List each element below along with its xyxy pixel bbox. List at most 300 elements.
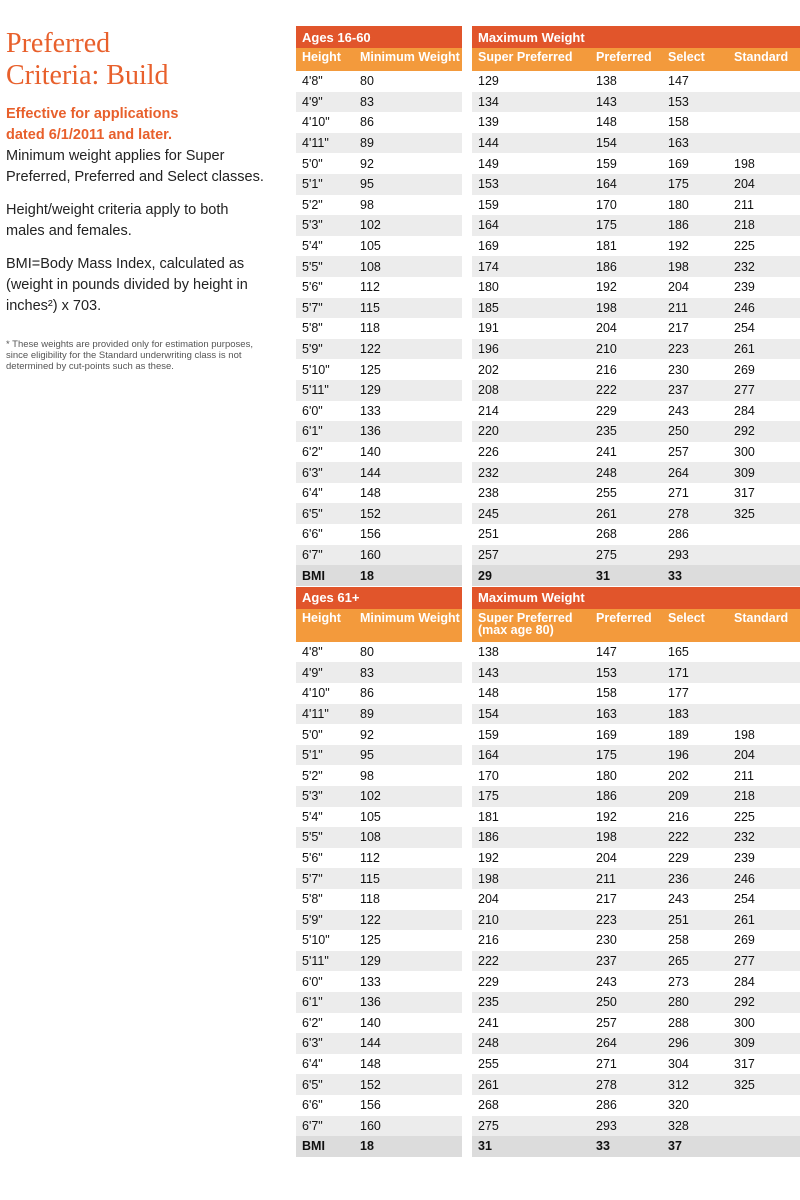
height-cell: 6'7"	[296, 545, 354, 566]
minimum-weight-note: Minimum weight applies for Super Preferred, Preferred and Select classes.	[6, 148, 264, 185]
standard-column-header: Standard	[728, 48, 800, 71]
column-gap	[462, 215, 472, 236]
standard-cell: 204	[728, 174, 800, 195]
table-row	[296, 827, 800, 848]
page-title-line2: Criteria: Build	[6, 60, 169, 91]
preferred-cell: 198	[590, 298, 662, 319]
column-gap	[462, 380, 472, 401]
select-cell: 304	[662, 1054, 728, 1075]
minimum-weight-cell: 133	[354, 971, 462, 992]
preferred-cell: 271	[590, 1054, 662, 1075]
column-gap	[462, 1136, 472, 1157]
minimum-weight-cell: 133	[354, 401, 462, 422]
select-cell: 278	[662, 503, 728, 524]
column-gap	[462, 704, 472, 725]
column-gap	[462, 930, 472, 951]
super-preferred-cell: 148	[472, 683, 590, 704]
super-preferred-cell: 257	[472, 545, 590, 566]
age-group-header: Ages 61+	[296, 587, 462, 609]
preferred-cell: 198	[590, 827, 662, 848]
height-cell: 5'3"	[296, 786, 354, 807]
select-cell: 158	[662, 112, 728, 133]
preferred-cell: 186	[590, 786, 662, 807]
minimum-weight-cell: 156	[354, 1095, 462, 1116]
standard-cell: 317	[728, 1054, 800, 1075]
standard-cell: 292	[728, 992, 800, 1013]
column-gap	[462, 827, 472, 848]
super-preferred-cell: 275	[472, 1116, 590, 1137]
column-gap	[462, 565, 472, 586]
standard-cell	[728, 1095, 800, 1116]
standard-cell: 218	[728, 786, 800, 807]
effective-line1: Effective for applications	[6, 106, 179, 122]
minimum-weight-cell: 122	[354, 910, 462, 931]
maximum-weight-header: Maximum Weight	[472, 587, 800, 609]
minimum-weight-cell: 108	[354, 256, 462, 277]
group-header-row	[296, 587, 800, 609]
height-cell: 5'10"	[296, 930, 354, 951]
column-gap	[462, 910, 472, 931]
minimum-weight-cell: 125	[354, 930, 462, 951]
table-row	[296, 683, 800, 704]
height-cell: 5'2"	[296, 765, 354, 786]
select-cell: 229	[662, 848, 728, 869]
column-gap	[462, 339, 472, 360]
effective-date-note	[6, 104, 271, 146]
select-cell: 217	[662, 318, 728, 339]
height-cell: 6'7"	[296, 1116, 354, 1137]
minimum-weight-cell: 129	[354, 380, 462, 401]
standard-cell: 225	[728, 807, 800, 828]
height-cell: 6'4"	[296, 483, 354, 504]
preferred-cell: 261	[590, 503, 662, 524]
table-row	[296, 442, 800, 463]
super-preferred-cell: 216	[472, 930, 590, 951]
standard-cell	[728, 112, 800, 133]
standard-cell: 254	[728, 889, 800, 910]
table-row	[296, 1074, 800, 1095]
bmi-value: 31	[590, 565, 662, 586]
preferred-column-header: Preferred	[590, 609, 662, 642]
preferred-cell: 223	[590, 910, 662, 931]
super-preferred-cell: 185	[472, 298, 590, 319]
super-preferred-cell: 154	[472, 704, 590, 725]
select-cell: 230	[662, 359, 728, 380]
build-table-ages-16-60	[296, 26, 800, 586]
column-gap	[462, 971, 472, 992]
height-cell: 4'9"	[296, 92, 354, 113]
table-row	[296, 401, 800, 422]
minimum-weight-cell: 148	[354, 483, 462, 504]
super-preferred-cell: 191	[472, 318, 590, 339]
table-row	[296, 71, 800, 92]
height-column-header: Height	[296, 48, 354, 71]
minimum-weight-cell: 95	[354, 174, 462, 195]
preferred-cell: 154	[590, 133, 662, 154]
table-row	[296, 745, 800, 766]
minimum-weight-cell: 102	[354, 786, 462, 807]
standard-cell: 218	[728, 215, 800, 236]
preferred-cell: 293	[590, 1116, 662, 1137]
table-row	[296, 765, 800, 786]
height-cell: 5'6"	[296, 277, 354, 298]
bmi-value: 29	[472, 565, 590, 586]
table-row	[296, 483, 800, 504]
height-cell: 5'0"	[296, 153, 354, 174]
minimum-weight-cell: 80	[354, 642, 462, 663]
height-cell: 5'8"	[296, 318, 354, 339]
column-gap	[462, 1013, 472, 1034]
height-cell: 6'4"	[296, 1054, 354, 1075]
super-preferred-cell: 248	[472, 1033, 590, 1054]
standard-cell: 239	[728, 277, 800, 298]
height-cell: 6'6"	[296, 1095, 354, 1116]
super-preferred-cell: 153	[472, 174, 590, 195]
table-row	[296, 545, 800, 566]
minimum-weight-cell: 129	[354, 951, 462, 972]
preferred-cell: 248	[590, 462, 662, 483]
column-header-row	[296, 609, 800, 642]
preferred-cell: 241	[590, 442, 662, 463]
standard-cell: 277	[728, 951, 800, 972]
standard-cell: 211	[728, 765, 800, 786]
standard-cell	[728, 545, 800, 566]
select-cell: 271	[662, 483, 728, 504]
standard-cell	[728, 704, 800, 725]
select-cell: 171	[662, 662, 728, 683]
table-row	[296, 910, 800, 931]
column-gap	[462, 587, 472, 609]
standard-cell: 204	[728, 745, 800, 766]
column-gap	[462, 848, 472, 869]
super-preferred-cell: 235	[472, 992, 590, 1013]
standard-cell: 325	[728, 1074, 800, 1095]
column-gap	[462, 1054, 472, 1075]
super-preferred-column-header	[472, 609, 590, 642]
standard-cell: 198	[728, 724, 800, 745]
standard-cell: 261	[728, 910, 800, 931]
column-gap	[462, 174, 472, 195]
select-cell: 293	[662, 545, 728, 566]
select-cell: 264	[662, 462, 728, 483]
column-gap	[462, 765, 472, 786]
standard-cell: 284	[728, 401, 800, 422]
height-cell: 5'7"	[296, 298, 354, 319]
minimum-weight-cell: 156	[354, 524, 462, 545]
column-gap	[462, 462, 472, 483]
select-cell: 223	[662, 339, 728, 360]
table-row	[296, 92, 800, 113]
table-row	[296, 1013, 800, 1034]
super-preferred-cell: 261	[472, 1074, 590, 1095]
preferred-cell: 229	[590, 401, 662, 422]
super-preferred-cell: 196	[472, 339, 590, 360]
standard-column-header: Standard	[728, 609, 800, 642]
super-preferred-cell: 159	[472, 195, 590, 216]
preferred-cell: 181	[590, 236, 662, 257]
preferred-cell: 278	[590, 1074, 662, 1095]
table-row	[296, 889, 800, 910]
column-gap	[462, 112, 472, 133]
standard-cell: 232	[728, 827, 800, 848]
select-cell: 175	[662, 174, 728, 195]
preferred-cell: 180	[590, 765, 662, 786]
bmi-value	[728, 565, 800, 586]
standard-cell	[728, 642, 800, 663]
select-cell: 202	[662, 765, 728, 786]
height-column-header: Height	[296, 609, 354, 642]
column-gap	[462, 421, 472, 442]
minimum-weight-cell: 89	[354, 704, 462, 725]
select-cell: 265	[662, 951, 728, 972]
preferred-cell: 143	[590, 92, 662, 113]
preferred-cell: 222	[590, 380, 662, 401]
table-row	[296, 930, 800, 951]
super-preferred-cell: 232	[472, 462, 590, 483]
preferred-cell: 164	[590, 174, 662, 195]
preferred-cell: 237	[590, 951, 662, 972]
select-cell: 165	[662, 642, 728, 663]
table-row	[296, 807, 800, 828]
preferred-cell: 169	[590, 724, 662, 745]
select-column-header: Select	[662, 48, 728, 71]
column-gap	[462, 642, 472, 663]
preferred-cell: 158	[590, 683, 662, 704]
preferred-cell: 211	[590, 868, 662, 889]
standard-cell: 211	[728, 195, 800, 216]
super-preferred-cell: 202	[472, 359, 590, 380]
preferred-cell: 257	[590, 1013, 662, 1034]
select-cell: 196	[662, 745, 728, 766]
super-preferred-cell: 241	[472, 1013, 590, 1034]
preferred-cell: 264	[590, 1033, 662, 1054]
minimum-weight-cell: 144	[354, 1033, 462, 1054]
page-title	[6, 28, 271, 92]
super-preferred-label: Super Preferred	[478, 610, 573, 625]
column-gap	[462, 992, 472, 1013]
table-row	[296, 462, 800, 483]
select-cell: 243	[662, 889, 728, 910]
column-gap	[462, 609, 472, 642]
column-gap	[462, 545, 472, 566]
height-cell: 5'5"	[296, 827, 354, 848]
super-preferred-cell: 268	[472, 1095, 590, 1116]
select-cell: 273	[662, 971, 728, 992]
standard-cell	[728, 92, 800, 113]
super-preferred-cell: 169	[472, 236, 590, 257]
table-row	[296, 256, 800, 277]
select-cell: 177	[662, 683, 728, 704]
standard-cell: 261	[728, 339, 800, 360]
column-gap	[462, 92, 472, 113]
preferred-cell: 235	[590, 421, 662, 442]
preferred-cell: 186	[590, 256, 662, 277]
minimum-weight-cell: 140	[354, 442, 462, 463]
minimum-weight-cell: 122	[354, 339, 462, 360]
height-cell: 5'4"	[296, 807, 354, 828]
height-cell: 5'1"	[296, 174, 354, 195]
column-gap	[462, 662, 472, 683]
minimum-weight-cell: 80	[354, 71, 462, 92]
select-column-header: Select	[662, 609, 728, 642]
preferred-cell: 275	[590, 545, 662, 566]
bmi-label: BMI	[296, 1136, 354, 1157]
height-cell: 5'11"	[296, 951, 354, 972]
super-preferred-cell: 164	[472, 215, 590, 236]
table-row	[296, 298, 800, 319]
minimum-weight-cell: 118	[354, 318, 462, 339]
height-cell: 5'8"	[296, 889, 354, 910]
select-cell: 209	[662, 786, 728, 807]
column-gap	[462, 1033, 472, 1054]
table-row	[296, 503, 800, 524]
preferred-cell: 159	[590, 153, 662, 174]
table-row	[296, 112, 800, 133]
standard-cell: 292	[728, 421, 800, 442]
super-preferred-cell: 129	[472, 71, 590, 92]
preferred-cell: 175	[590, 745, 662, 766]
standard-cell: 246	[728, 298, 800, 319]
select-cell: 251	[662, 910, 728, 931]
preferred-cell: 217	[590, 889, 662, 910]
column-gap	[462, 133, 472, 154]
height-cell: 6'5"	[296, 1074, 354, 1095]
minimum-weight-cell: 83	[354, 92, 462, 113]
super-preferred-cell: 143	[472, 662, 590, 683]
minimum-weight-cell: 112	[354, 277, 462, 298]
height-cell: 5'4"	[296, 236, 354, 257]
height-cell: 6'1"	[296, 421, 354, 442]
height-cell: 4'8"	[296, 642, 354, 663]
bmi-definition: BMI=Body Mass Index, calculated as (weight in pounds divided by height in inches²) x 703.	[6, 256, 248, 314]
standard-cell: 317	[728, 483, 800, 504]
column-gap	[462, 1074, 472, 1095]
preferred-cell: 138	[590, 71, 662, 92]
table-row	[296, 662, 800, 683]
height-cell: 5'7"	[296, 868, 354, 889]
minimum-weight-cell: 115	[354, 298, 462, 319]
select-cell: 183	[662, 704, 728, 725]
table-row	[296, 380, 800, 401]
standard-cell: 254	[728, 318, 800, 339]
height-cell: 5'3"	[296, 215, 354, 236]
height-cell: 6'3"	[296, 462, 354, 483]
standard-cell: 300	[728, 1013, 800, 1034]
column-gap	[462, 868, 472, 889]
height-cell: 4'10"	[296, 683, 354, 704]
minimum-weight-cell: 152	[354, 1074, 462, 1095]
super-preferred-cell: 255	[472, 1054, 590, 1075]
height-cell: 6'1"	[296, 992, 354, 1013]
column-gap	[462, 1116, 472, 1137]
height-cell: 5'0"	[296, 724, 354, 745]
minimum-weight-cell: 86	[354, 683, 462, 704]
select-cell: 180	[662, 195, 728, 216]
super-preferred-cell: 175	[472, 786, 590, 807]
column-gap	[462, 951, 472, 972]
minimum-weight-cell: 136	[354, 421, 462, 442]
select-cell: 280	[662, 992, 728, 1013]
super-preferred-cell: 208	[472, 380, 590, 401]
bmi-row	[296, 565, 800, 586]
standard-cell: 246	[728, 868, 800, 889]
column-gap	[462, 195, 472, 216]
standard-cell	[728, 683, 800, 704]
age-group-header: Ages 16-60	[296, 26, 462, 48]
effective-line2: dated 6/1/2011 and later.	[6, 127, 173, 143]
column-gap	[462, 442, 472, 463]
table-row	[296, 971, 800, 992]
standard-cell: 325	[728, 503, 800, 524]
height-cell: 4'11"	[296, 704, 354, 725]
standard-cell: 300	[728, 442, 800, 463]
bmi-value: 31	[472, 1136, 590, 1157]
table-row	[296, 524, 800, 545]
table-row	[296, 1116, 800, 1137]
super-preferred-cell: 186	[472, 827, 590, 848]
column-gap	[462, 401, 472, 422]
super-preferred-cell: 214	[472, 401, 590, 422]
height-cell: 6'0"	[296, 971, 354, 992]
select-cell: 243	[662, 401, 728, 422]
height-cell: 6'3"	[296, 1033, 354, 1054]
height-cell: 6'6"	[296, 524, 354, 545]
column-gap	[462, 256, 472, 277]
super-preferred-cell: 139	[472, 112, 590, 133]
preferred-column-header: Preferred	[590, 48, 662, 71]
minimum-weight-cell: 115	[354, 868, 462, 889]
select-cell: 153	[662, 92, 728, 113]
preferred-cell: 210	[590, 339, 662, 360]
column-gap	[462, 786, 472, 807]
height-cell: 5'9"	[296, 910, 354, 931]
table-row	[296, 1033, 800, 1054]
select-cell: 296	[662, 1033, 728, 1054]
height-cell: 6'0"	[296, 401, 354, 422]
minimum-weight-cell: 136	[354, 992, 462, 1013]
bmi-label: BMI	[296, 565, 354, 586]
super-preferred-cell: 245	[472, 503, 590, 524]
select-cell: 258	[662, 930, 728, 951]
super-preferred-cell: 251	[472, 524, 590, 545]
table-row	[296, 277, 800, 298]
column-gap	[462, 26, 472, 48]
standard-cell: 269	[728, 359, 800, 380]
super-preferred-cell: 226	[472, 442, 590, 463]
height-cell: 4'9"	[296, 662, 354, 683]
column-gap	[462, 524, 472, 545]
height-cell: 6'2"	[296, 1013, 354, 1034]
select-cell: 211	[662, 298, 728, 319]
table-row	[296, 642, 800, 663]
super-preferred-cell: 204	[472, 889, 590, 910]
column-gap	[462, 745, 472, 766]
intro-panel	[6, 28, 271, 372]
super-preferred-cell: 192	[472, 848, 590, 869]
minimum-weight-cell: 108	[354, 827, 462, 848]
super-preferred-sublabel: (max age 80)	[478, 622, 554, 637]
height-cell: 6'2"	[296, 442, 354, 463]
table-row	[296, 359, 800, 380]
super-preferred-cell: 220	[472, 421, 590, 442]
standard-cell: 277	[728, 380, 800, 401]
super-preferred-cell: 149	[472, 153, 590, 174]
super-preferred-cell: 210	[472, 910, 590, 931]
maximum-weight-header: Maximum Weight	[472, 26, 800, 48]
minimum-weight-cell: 98	[354, 195, 462, 216]
minimum-weight-cell: 86	[354, 112, 462, 133]
preferred-cell: 204	[590, 848, 662, 869]
